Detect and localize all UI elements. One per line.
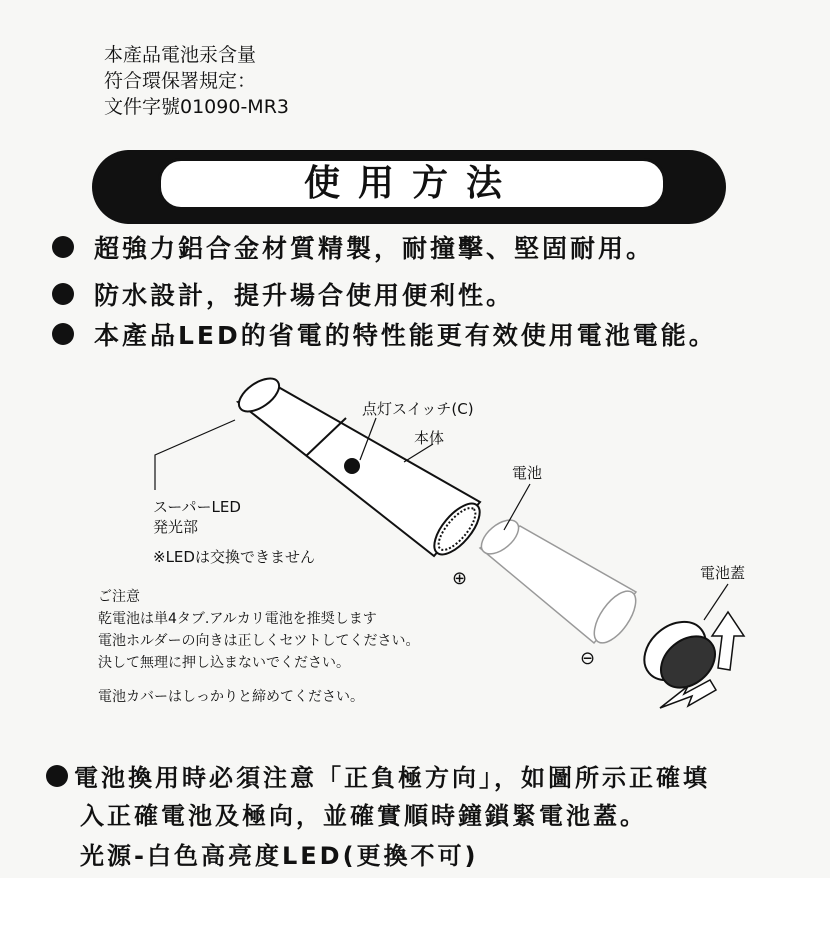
switch-button-icon bbox=[344, 458, 360, 474]
caution-line-4: 電池カバーはしっかりと締めてください。 bbox=[98, 689, 364, 705]
battery-drawing bbox=[475, 514, 643, 650]
usage-title: 使用方法 bbox=[303, 163, 520, 204]
body-label: 本体 bbox=[414, 429, 445, 447]
feature-text: 防水設計，提升場合使用便利性。 bbox=[94, 281, 515, 310]
footer-strip bbox=[0, 878, 830, 925]
battery-label: 電池 bbox=[512, 464, 543, 482]
instruction-line-2: 入正確電池及極向，並確實順時鐘鎖緊電池蓋。 bbox=[80, 802, 647, 830]
switch-label: 点灯スイッチ(C) bbox=[362, 400, 474, 418]
plus-icon: ⊕ bbox=[452, 568, 468, 589]
instruction-text-1: 電池換用時必須注意「正負極方向」，如圖所示正確填 bbox=[74, 764, 710, 792]
caution-notes bbox=[98, 586, 419, 708]
notice-line-3: 文件字號01090-MR3 bbox=[104, 96, 289, 118]
caution-line-2: 電池ホルダーの向きは正しくセツトしてください。 bbox=[98, 633, 420, 649]
notice-line-1: 本產品電池汞含量 bbox=[104, 44, 257, 66]
led-label-2: 発光部 bbox=[153, 518, 199, 536]
led-label-1: スーパーLED bbox=[153, 498, 241, 516]
caution-line-3: 決して無理に押し込まないでください。 bbox=[98, 655, 350, 671]
bullet-icon bbox=[46, 765, 68, 787]
caution-line-1: 乾電池は単4タブ.アルカリ電池を推奨します bbox=[98, 611, 377, 627]
notice-line-2: 符合環保署規定： bbox=[104, 70, 257, 92]
feature-text: 本產品LED的省電的特性能更有效使用電池電能。 bbox=[94, 321, 717, 350]
feature-text: 超強力鋁合金材質精製，耐撞擊、堅固耐用。 bbox=[94, 234, 655, 263]
minus-icon: ⊖ bbox=[580, 648, 596, 669]
caution-title: ご注意 bbox=[98, 589, 140, 605]
instruction-line-1 bbox=[46, 758, 710, 793]
led-note: ※LEDは交換できません bbox=[153, 548, 315, 566]
cap-label: 電池蓋 bbox=[700, 564, 746, 582]
instruction-line-3: 光源-白色高亮度LED(更換不可) bbox=[80, 842, 479, 870]
